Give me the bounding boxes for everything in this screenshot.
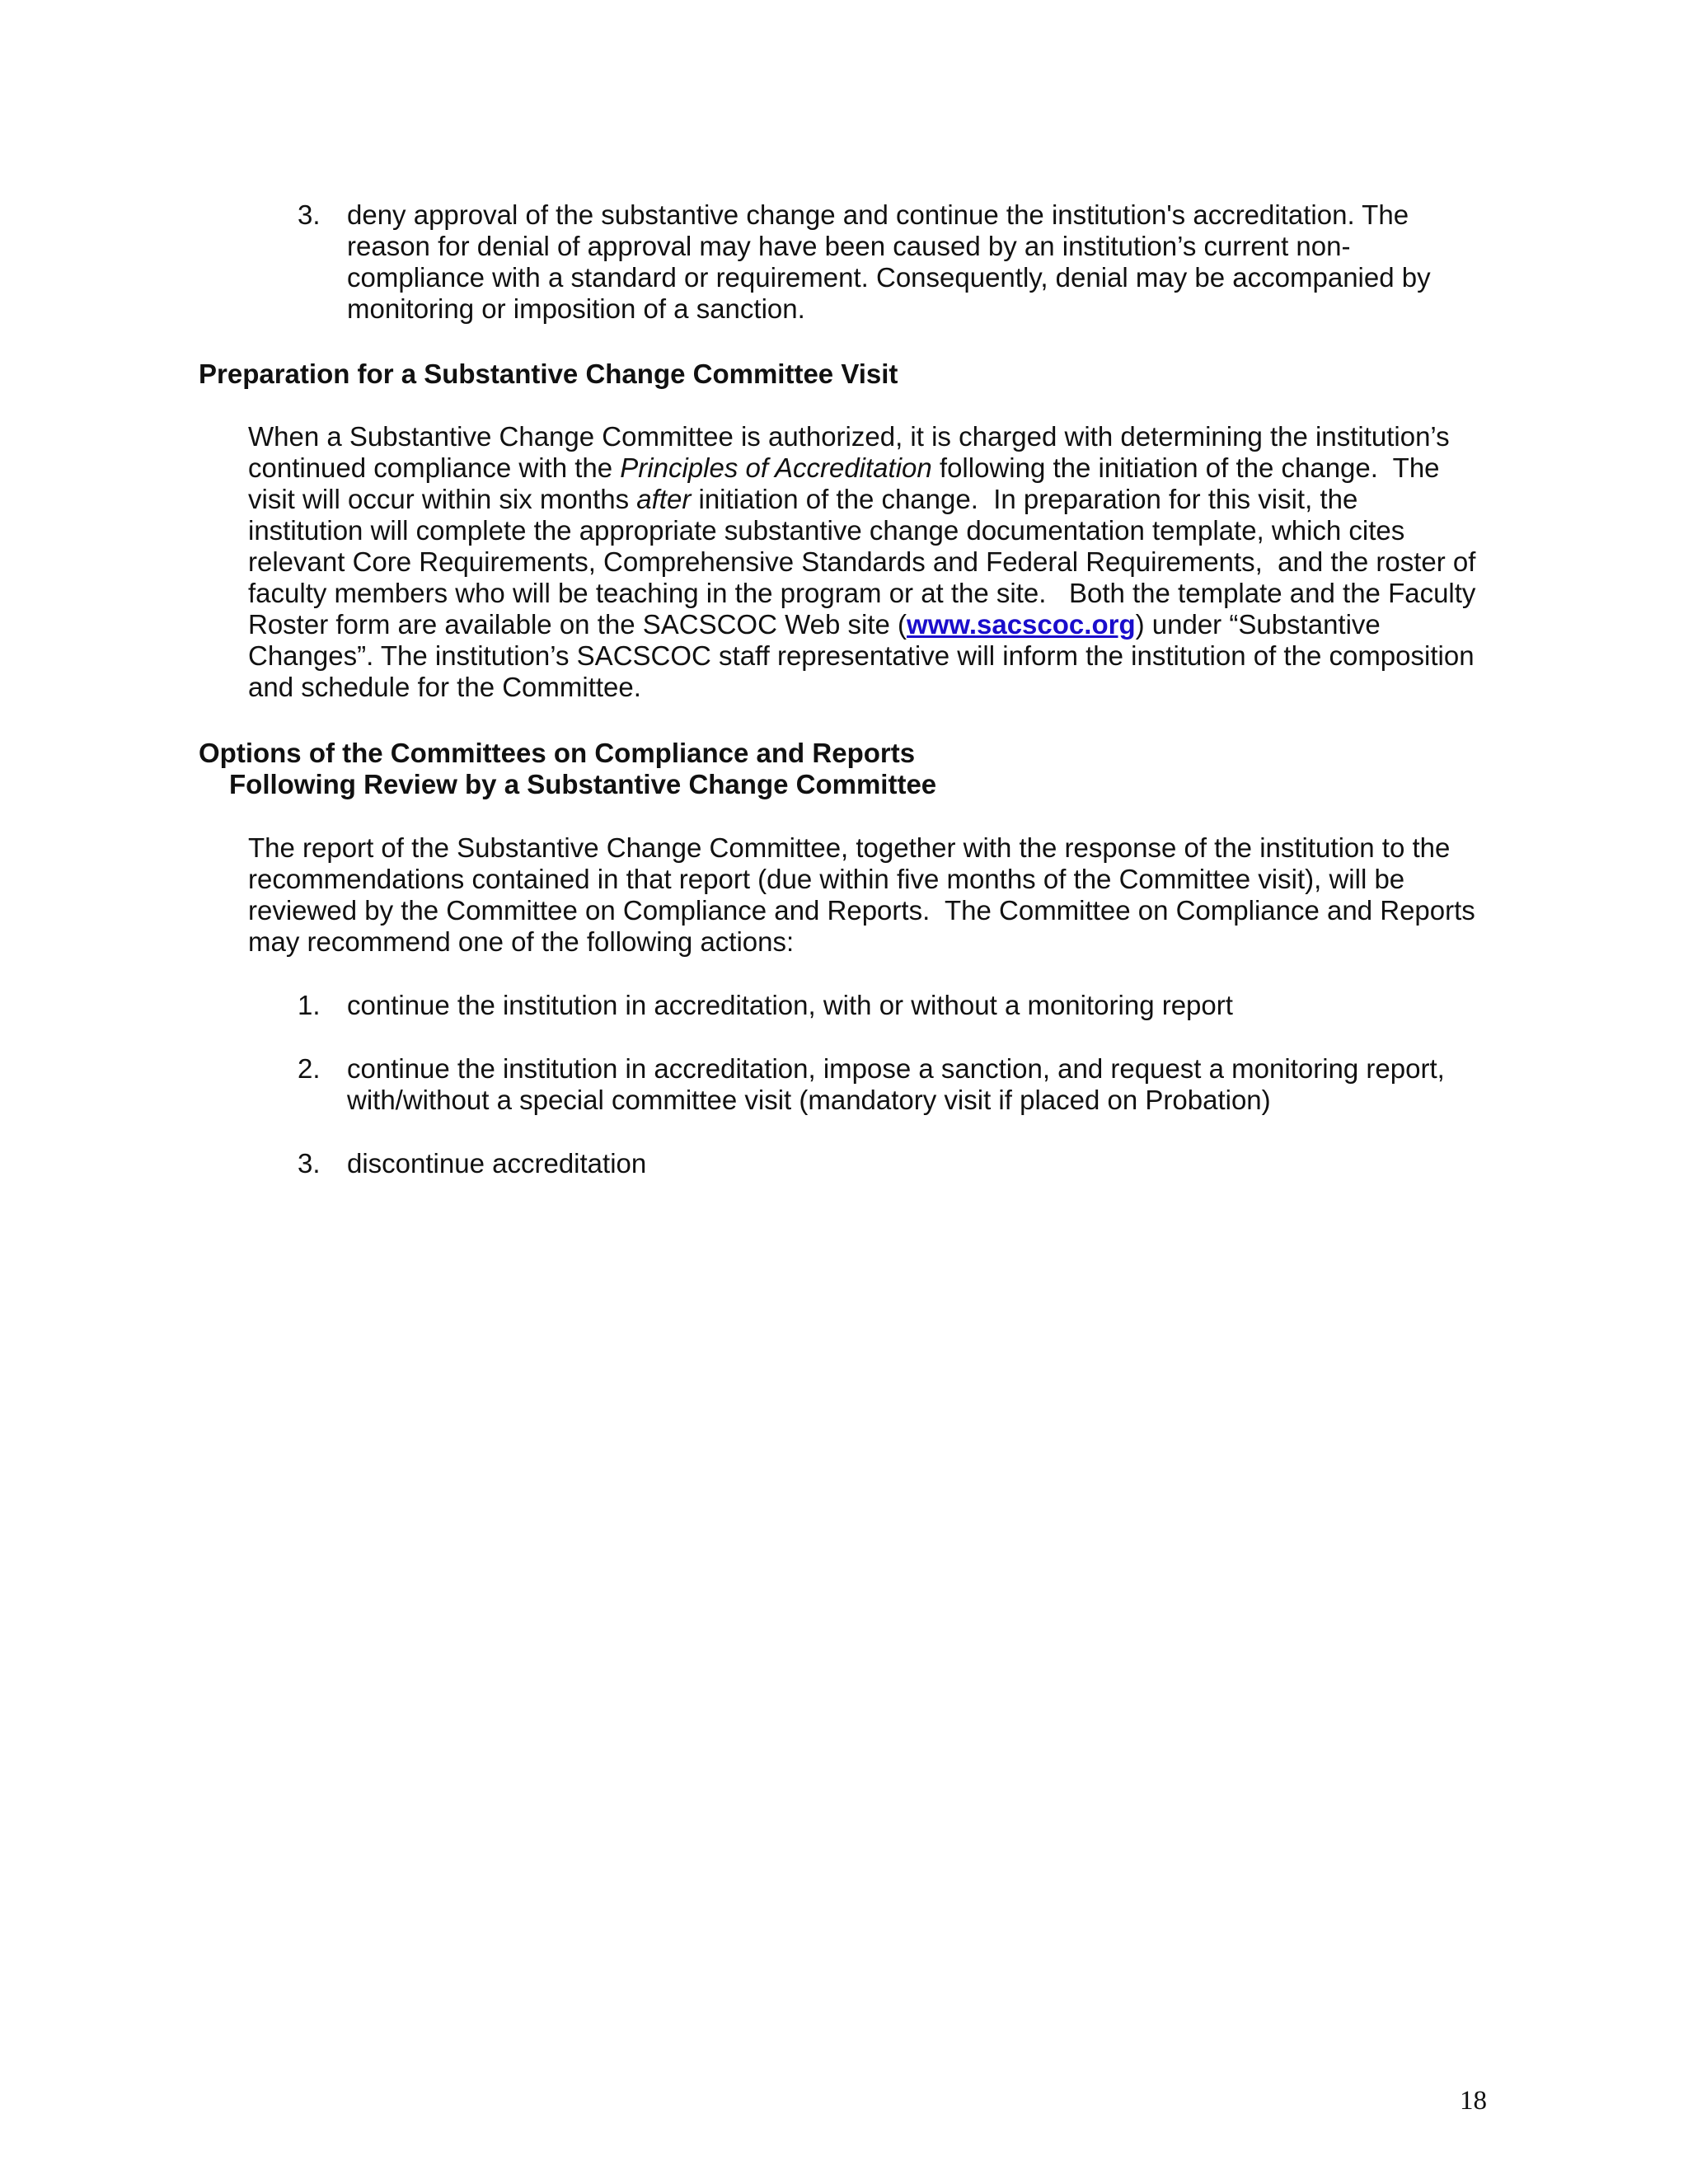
section-heading: Preparation for a Substantive Change Committee Visit [199,359,898,389]
paragraph-line: relevant Core Requirements, Comprehensive Standards and Federal Requirements, and the roster of [248,546,1476,577]
section-subheading: Following Review by a Substantive Change Committee [229,769,937,799]
paragraph-line: faculty members who will be teaching in the program or at the site. Both the template and the Faculty [248,578,1476,608]
list-item-text-line: continue the institution in accreditation, with or without a monitoring report [347,990,1233,1020]
list-item-number: 2. [298,1053,321,1084]
text-span: Roster form are available on the SACSCOC Web site ( [248,609,907,640]
list-item-text-line: reason for denial of approval may have been caused by an institution’s current non- [347,231,1351,261]
list-item-number: 3. [298,199,321,230]
paragraph-line: institution will complete the appropriate substantive change documentation template, which cites [248,515,1405,546]
paragraph-line: The report of the Substantive Change Committee, together with the response of the institution to the [248,832,1451,863]
paragraph-line: and schedule for the Committee. [248,672,641,702]
paragraph-line: recommendations contained in that report (due within five months of the Committee visit), will be [248,864,1405,894]
text-span: visit will occur within six months [248,484,637,514]
list-item-text-line: discontinue accreditation [347,1148,647,1179]
italic-title: Principles of Accreditation [620,452,932,483]
paragraph-line [248,609,1381,641]
list-item-text-line: with/without a special committee visit (mandatory visit if placed on Probation) [347,1085,1271,1115]
list-item-text-line: monitoring or imposition of a sanction. [347,293,805,324]
text-span: initiation of the change. In preparation for this visit, the [691,484,1358,514]
paragraph-line [248,484,1357,516]
list-item-text-line: deny approval of the substantive change and continue the institution's accreditation. The [347,199,1409,230]
list-item-text-line: compliance with a standard or requirement. Consequently, denial may be accompanied by [347,262,1431,293]
paragraph-line: When a Substantive Change Committee is authorized, it is charged with determining the institution’s [248,421,1450,452]
sacscoc-website-link[interactable]: www.sacscoc.org [907,609,1136,640]
page-number: 18 [1460,2086,1487,2116]
section-heading: Options of the Committees on Compliance and Reports [199,738,916,768]
paragraph-line: Changes”. The institution’s SACSCOC staff representative will inform the institution of the composition [248,640,1475,671]
list-item-number: 1. [298,990,321,1020]
italic-word: after [636,484,692,514]
paragraph-line [248,452,1440,485]
text-span: continued compliance with the [248,452,621,483]
text-span: following the initiation of the change. The [931,452,1440,483]
paragraph-line: reviewed by the Committee on Compliance and Reports. The Committee on Compliance and Reports [248,895,1475,926]
paragraph-line: may recommend one of the following actions: [248,926,795,957]
text-span: ) under “Substantive [1135,609,1381,640]
list-item-text-line: continue the institution in accreditation, impose a sanction, and request a monitoring report, [347,1053,1445,1084]
list-item-number: 3. [298,1148,321,1179]
